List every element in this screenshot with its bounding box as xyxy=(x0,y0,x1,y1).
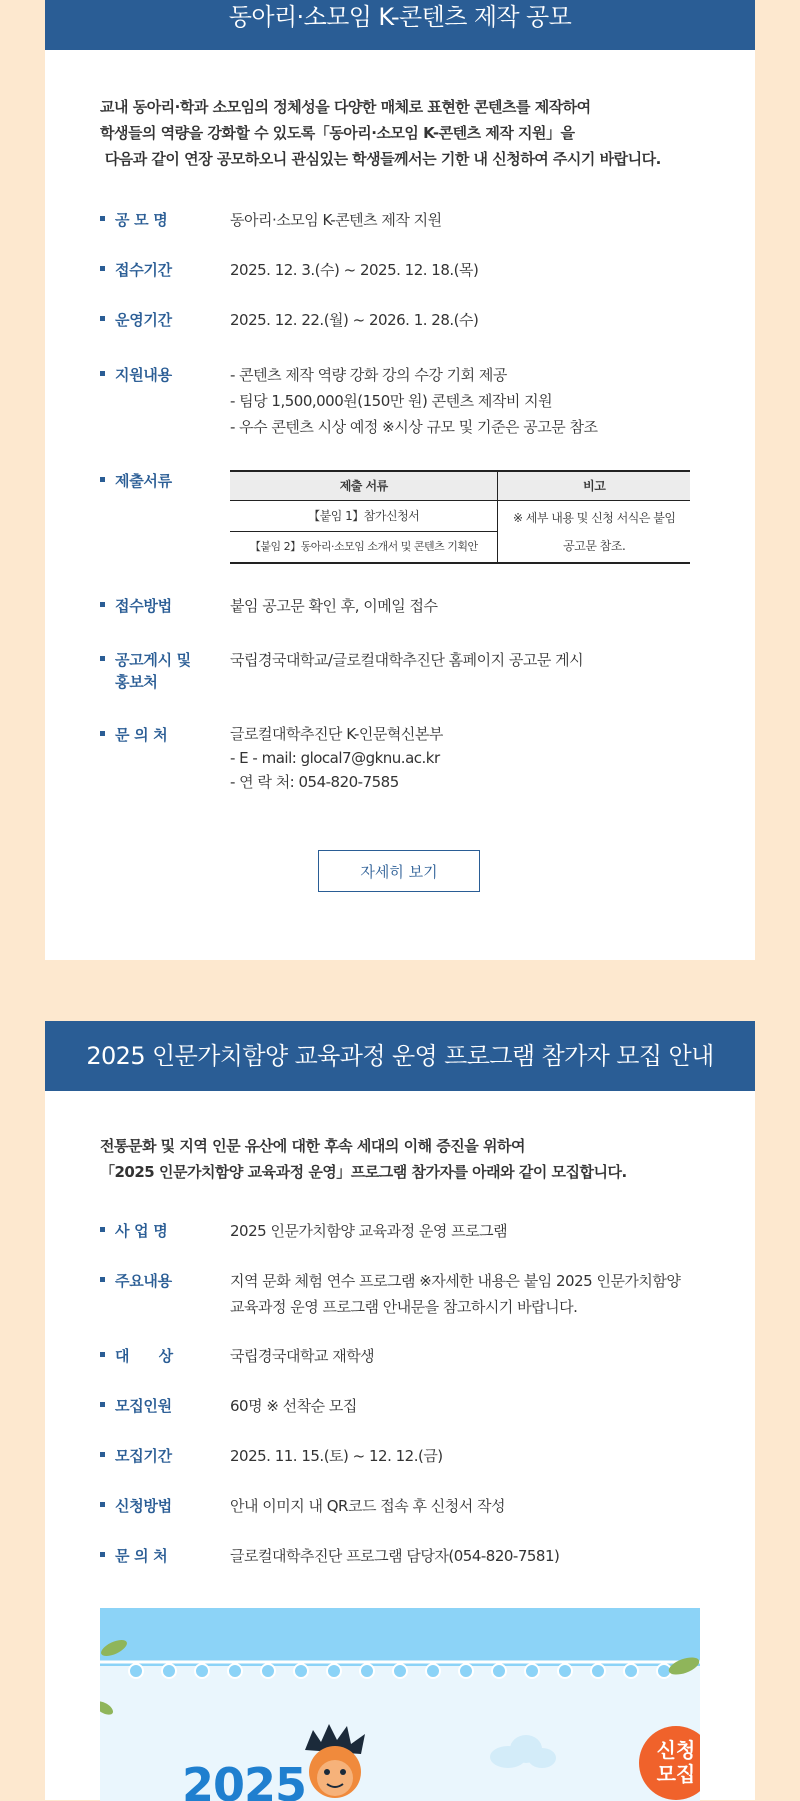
row-label: 운영기간 xyxy=(115,311,172,329)
row-value: 글로컬대학추진단 프로그램 담당자(054-820-7581) xyxy=(230,1547,560,1565)
bullet-icon xyxy=(100,1227,105,1232)
apply-badge xyxy=(639,1726,700,1800)
badge-line: 모집 xyxy=(656,1762,696,1786)
note-line: ※ 세부 내용 및 신청 서식은 붙임 xyxy=(512,510,676,525)
bullet-icon xyxy=(100,1402,105,1407)
program-intro xyxy=(100,1133,627,1185)
note-line: 공고문 참조. xyxy=(563,538,626,553)
table-note xyxy=(498,501,690,564)
intro-line: 교내 동아리·학과 소모임의 정체성을 다양한 매체로 표현한 콘텐츠를 제작하여 xyxy=(100,98,591,116)
cloud-icon xyxy=(488,1733,558,1769)
intro-line: 전통문화 및 지역 인문 유산에 대한 후속 세대의 이해 증진을 위하여 xyxy=(100,1137,525,1155)
contest-intro xyxy=(100,94,661,172)
bullet-icon xyxy=(100,656,105,661)
bullet-icon xyxy=(100,316,105,321)
bullet-icon xyxy=(100,1452,105,1457)
support-line: - 콘텐츠 제작 역량 강화 강의 수강 기회 제공 xyxy=(230,366,507,384)
row-value: 국립경국대학교/글로컬대학추진단 홈페이지 공고문 게시 xyxy=(230,651,584,669)
row-value: 안내 이미지 내 QR코드 접속 후 신청서 작성 xyxy=(230,1497,505,1515)
documents-table xyxy=(230,470,690,564)
row-value xyxy=(230,362,715,440)
bullet-icon xyxy=(100,602,105,607)
row-label: 공고게시 및 xyxy=(115,651,191,669)
contact-line: 글로컬대학추진단 K-인문혁신본부 xyxy=(230,725,443,743)
row-label: 신청방법 xyxy=(115,1497,172,1515)
intro-line: 다음과 같이 연장 공모하오니 관심있는 학생들께서는 기한 내 신청하여 주시기 바랍니다. xyxy=(100,150,661,168)
row-label: 지원내용 xyxy=(115,366,172,384)
support-line: - 우수 콘텐츠 시상 예정 ※시상 규모 및 기준은 공고문 참조 xyxy=(230,418,598,436)
contest-title-text: 동아리·소모임 K-콘텐츠 제작 공모 xyxy=(228,3,572,31)
row-label: 문 의 처 xyxy=(115,726,168,744)
contact-line: - 연 락 처: 054-820-7585 xyxy=(230,773,399,791)
content-line: 교육과정 운영 프로그램 안내문을 참고하시기 바랍니다. xyxy=(230,1298,578,1316)
bullet-icon xyxy=(100,1352,105,1357)
row-label: 사 업 명 xyxy=(115,1222,168,1240)
program-card xyxy=(45,1021,755,1800)
leaf-decoration-icon xyxy=(660,1646,700,1686)
bullet-icon xyxy=(100,731,105,736)
intro-line: 「2025 인문가치함양 교육과정 운영」프로그램 참가자를 아래와 같이 모집합니다. xyxy=(100,1163,627,1181)
badge-line: 신청 xyxy=(656,1738,696,1762)
row-value xyxy=(230,722,715,794)
bullet-icon xyxy=(100,477,105,482)
program-poster-image[interactable] xyxy=(100,1608,700,1801)
row-label: 모집기간 xyxy=(115,1447,172,1465)
bullet-icon xyxy=(100,371,105,376)
row-value: 60명 ※ 선착순 모집 xyxy=(230,1397,357,1415)
table-cell: 【붙임 2】동아리·소모임 소개서 및 콘텐츠 기획안 xyxy=(230,532,498,564)
row-value: 동아리·소모임 K-콘텐츠 제작 지원 xyxy=(230,211,442,229)
row-value: 2025. 11. 15.(토) ~ 12. 12.(금) xyxy=(230,1447,443,1465)
poster-garland xyxy=(100,1658,700,1688)
program-title-text: 2025 인문가치함양 교육과정 운영 프로그램 참가자 모집 안내 xyxy=(86,1042,714,1070)
row-value: 국립경국대학교 재학생 xyxy=(230,1347,375,1365)
table-cell: 【붙임 1】참가신청서 xyxy=(230,501,498,532)
row-value: 2025. 12. 22.(월) ~ 2026. 1. 28.(수) xyxy=(230,311,479,329)
bullet-icon xyxy=(100,216,105,221)
row-value: 2025. 12. 3.(수) ~ 2025. 12. 18.(목) xyxy=(230,261,479,279)
bullet-icon xyxy=(100,1552,105,1557)
row-label: 주요내용 xyxy=(115,1272,172,1290)
content-line: 지역 문화 체험 연수 프로그램 ※자세한 내용은 붙임 2025 인문가치함양 xyxy=(230,1272,681,1290)
leaf-decoration-icon xyxy=(100,1638,140,1728)
row-label: 접수기간 xyxy=(115,261,172,279)
support-line: - 팀당 1,500,000원(150만 원) 콘텐츠 제작비 지원 xyxy=(230,392,553,410)
row-label: 모집인원 xyxy=(115,1397,172,1415)
row-label: 접수방법 xyxy=(115,597,172,615)
character-icon xyxy=(295,1720,377,1801)
poster-year: 2025 xyxy=(182,1758,307,1801)
detail-button[interactable]: 자세히 보기 xyxy=(318,850,480,892)
row-label: 제출서류 xyxy=(115,472,172,490)
bullet-icon xyxy=(100,1277,105,1282)
table-header: 제출 서류 xyxy=(230,471,498,501)
row-value xyxy=(230,1268,715,1320)
row-label: 대 상 xyxy=(115,1347,173,1365)
row-value: 붙임 공고문 확인 후, 이메일 접수 xyxy=(230,597,438,615)
row-label: 문 의 처 xyxy=(115,1547,168,1565)
program-title xyxy=(45,1021,755,1091)
bullet-icon xyxy=(100,1502,105,1507)
contest-card xyxy=(45,0,755,960)
row-value: 2025 인문가치함양 교육과정 운영 프로그램 xyxy=(230,1222,508,1240)
contest-title xyxy=(45,0,755,50)
row-label: 공 모 명 xyxy=(115,211,168,229)
intro-line: 학생들의 역량을 강화할 수 있도록「동아리·소모임 K-콘텐츠 제작 지원」을 xyxy=(100,124,575,142)
contact-line: - E - mail: glocal7@gknu.ac.kr xyxy=(230,749,440,767)
bullet-icon xyxy=(100,266,105,271)
table-header: 비고 xyxy=(498,471,690,501)
row-label: 홍보처 xyxy=(115,673,158,691)
